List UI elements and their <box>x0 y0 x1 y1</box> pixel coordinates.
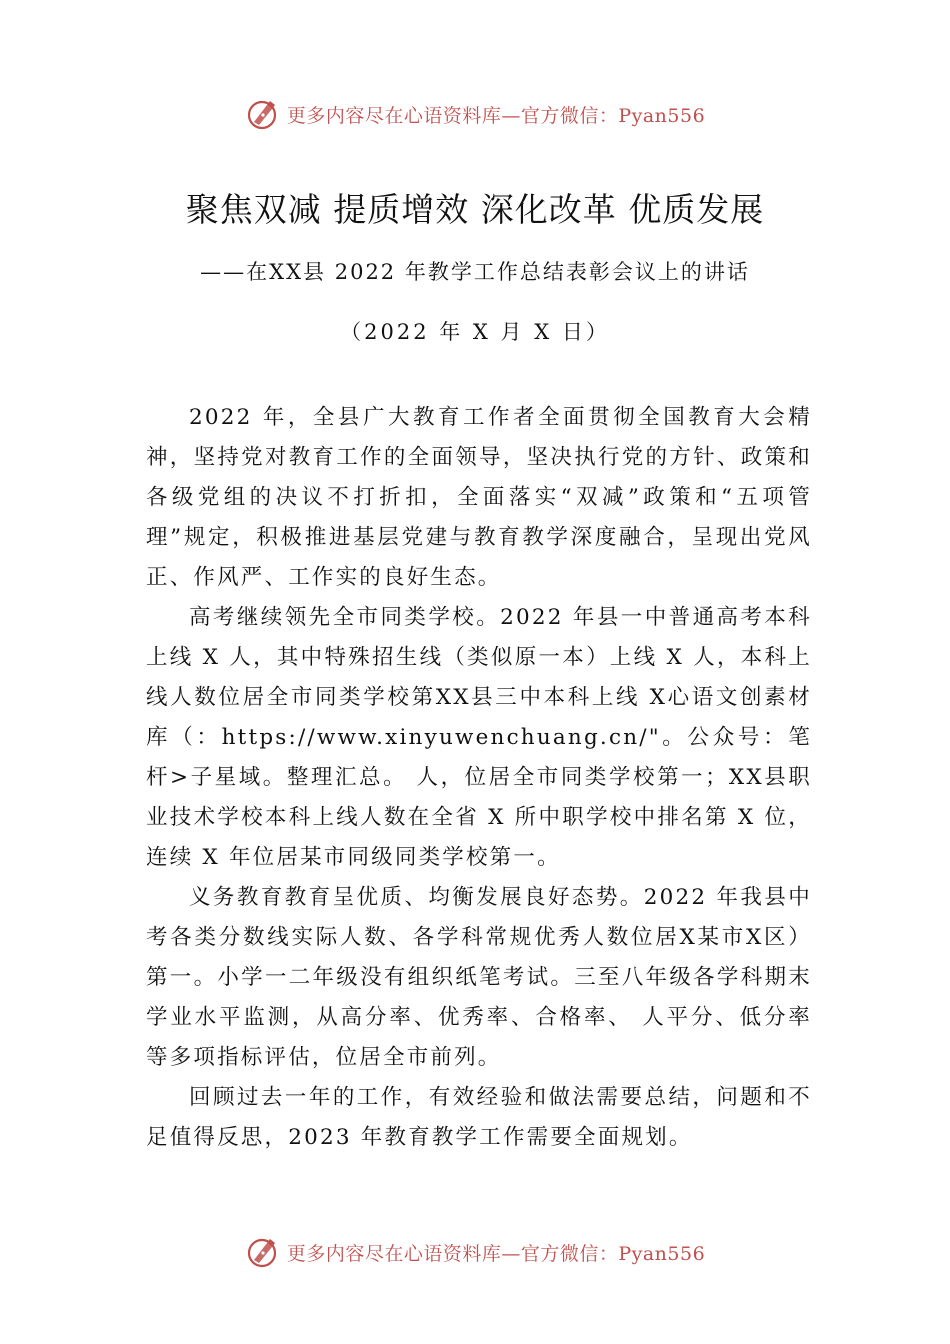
paragraph: 2022 年，全县广大教育工作者全面贯彻全国教育大会精神，坚持党对教育工作的全面领导，坚决执行党的方针、政策和各级党组的决议不打折扣，全面落实“双减”政策和“五项管理”规定，积极推进基层党建与教育教学深度融合，呈现出党风正、作风严、工作实的良好生态。 <box>146 405 812 590</box>
paragraph: 义务教育教育呈优质、均衡发展良好态势。2022 年我县中考各类分数线实际人数、各学科常规优秀人数位居X某市X区）第一。小学一二年级没有组织纸笔考试。三至八年级各学科期末学业水平监测，从高分率、优秀率、合格率、 人平分、低分率等多项指标评估，位居全市前列。 <box>146 885 812 1070</box>
watermark-text: 更多内容尽在心语资料库—官方微信：Pyan556 <box>286 1242 706 1265</box>
watermark-text: 更多内容尽在心语资料库—官方微信：Pyan556 <box>286 104 706 127</box>
watermark-banner-top <box>0 94 950 134</box>
pen-nib-circle-icon <box>245 96 281 132</box>
document-body <box>146 398 812 1158</box>
document-date: （2022 年 X 月 X 日） <box>340 320 610 344</box>
watermark-banner-bottom <box>0 1232 950 1272</box>
document-title: 聚焦双减 提质增效 深化改革 优质发展 <box>185 190 765 229</box>
paragraph: 高考继续领先全市同类学校。2022 年县一中普通高考本科上线 X 人，其中特殊招生线（类似原一本）上线 X 人，本科上线人数位居全市同类学校第XX县三中本科上线 X心语文创素材库（：https://www.xinyuwenchuang.cn/"。公众号：笔杆>子星域。整理汇总。 人，位居全市同类学校第一；XX县职业技术学校本科上线人数在全省 X 所中职学校中排名第 X 位，连续 X 年位居某市同级同类学校第一。 <box>146 605 812 870</box>
document-subtitle: ——在XX县 2022 年教学工作总结表彰会议上的讲话 <box>200 260 750 284</box>
paragraph: 回顾过去一年的工作，有效经验和做法需要总结，问题和不足值得反思，2023 年教育教学工作需要全面规划。 <box>146 1085 812 1150</box>
pen-nib-circle-icon <box>245 1234 281 1270</box>
